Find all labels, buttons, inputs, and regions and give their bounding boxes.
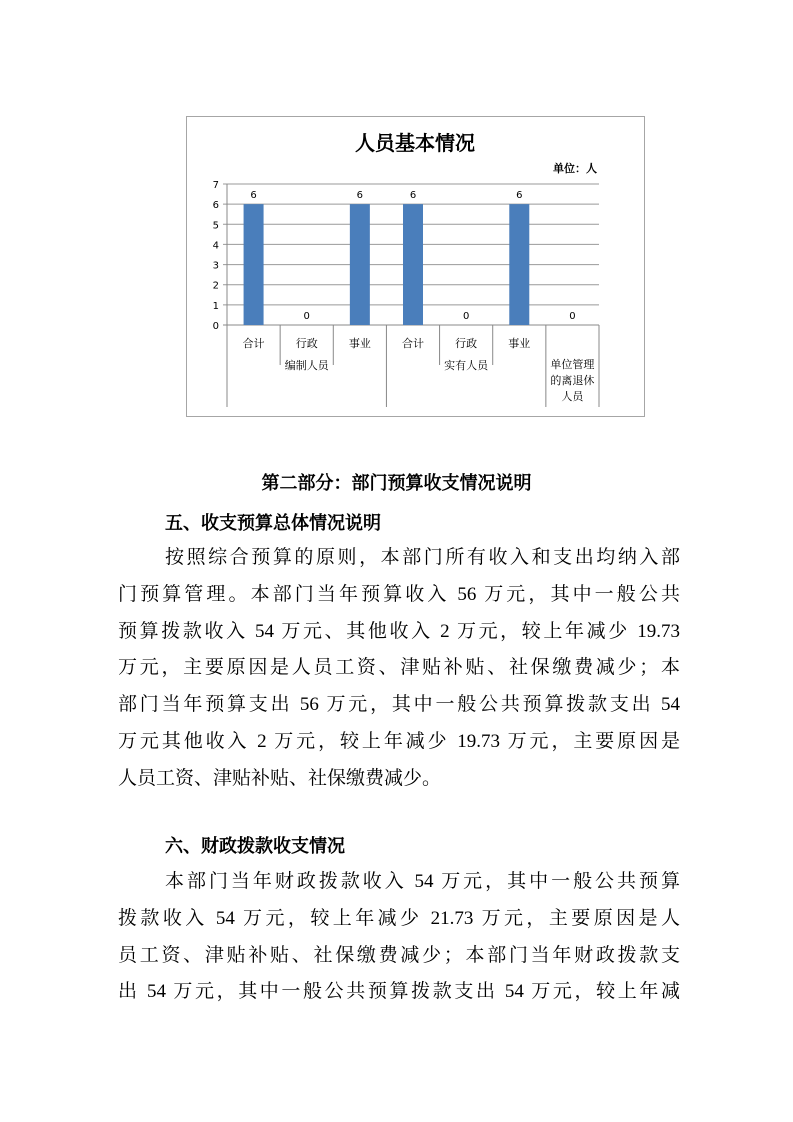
y-tick-label: 1	[212, 300, 219, 312]
data-label: 0	[303, 311, 310, 322]
bar	[509, 204, 529, 325]
bar	[403, 204, 423, 325]
category-label: 行政	[455, 337, 478, 350]
text-line: 预算拨款收入 54 万元、其他收入 2 万元，较上年减少 19.73	[118, 620, 680, 642]
text-line: 人员工资、津贴补贴、社保缴费减少。	[118, 767, 442, 789]
subsection-title-5: 五、收支预算总体情况说明	[165, 513, 381, 533]
category-label: 合计	[402, 337, 424, 350]
text-line: 出 54 万元，其中一般公共预算拨款支出 54 万元，较上年减	[118, 981, 680, 1003]
category-label: 的离退休	[550, 374, 595, 387]
data-label: 6	[516, 190, 523, 202]
bar	[244, 204, 264, 325]
group-label: 实有人员	[444, 359, 489, 372]
personnel-chart	[186, 116, 645, 417]
section-title: 第二部分：部门预算收支情况说明	[261, 473, 532, 493]
text-line: 拨款收入 54 万元，较上年减少 21.73 万元，主要原因是人	[118, 907, 680, 929]
text-line: 本部门当年财政拨款收入 54 万元，其中一般公共预算	[165, 871, 680, 892]
bar	[350, 204, 370, 325]
text-line: 门预算管理。本部门当年预算收入 56 万元，其中一般公共	[118, 583, 680, 605]
category-label: 事业	[508, 337, 531, 350]
text-line: 按照综合预算的原则，本部门所有收入和支出均纳入部	[165, 547, 680, 568]
data-label: 6	[250, 190, 257, 202]
category-label: 单位管理	[550, 358, 595, 371]
text-line: 万元，主要原因是人员工资、津贴补贴、社保缴费减少；本	[118, 657, 680, 679]
data-label: 0	[569, 311, 576, 322]
y-tick-label: 5	[212, 220, 219, 232]
chart-svg	[187, 117, 644, 416]
y-tick-label: 2	[212, 280, 219, 292]
category-label: 合计	[242, 337, 265, 350]
y-tick-label: 7	[212, 180, 219, 191]
data-label: 6	[356, 190, 364, 202]
category-label: 人员	[561, 390, 584, 403]
chart-title: 人员基本情况	[355, 131, 475, 155]
subsection-title-6: 六、财政拨款收支情况	[165, 836, 345, 856]
text-line: 万元其他收入 2 万元，较上年减少 19.73 万元，主要原因是	[118, 731, 680, 752]
y-tick-label: 4	[212, 240, 219, 252]
text-line: 员工资、津贴补贴、社保缴费减少；本部门当年财政拨款支	[118, 944, 680, 966]
y-tick-label: 0	[212, 321, 219, 332]
unit-label: 单位：人	[553, 162, 597, 175]
text-line: 部门当年预算支出 56 万元，其中一般公共预算拨款支出 54	[118, 694, 680, 716]
category-label: 行政	[295, 337, 318, 350]
y-tick-label: 6	[212, 200, 219, 212]
y-tick-label: 3	[212, 260, 219, 272]
group-label: 编制人员	[284, 359, 329, 372]
data-label: 0	[462, 311, 470, 322]
category-label: 事业	[348, 337, 371, 350]
data-label: 6	[409, 190, 417, 202]
